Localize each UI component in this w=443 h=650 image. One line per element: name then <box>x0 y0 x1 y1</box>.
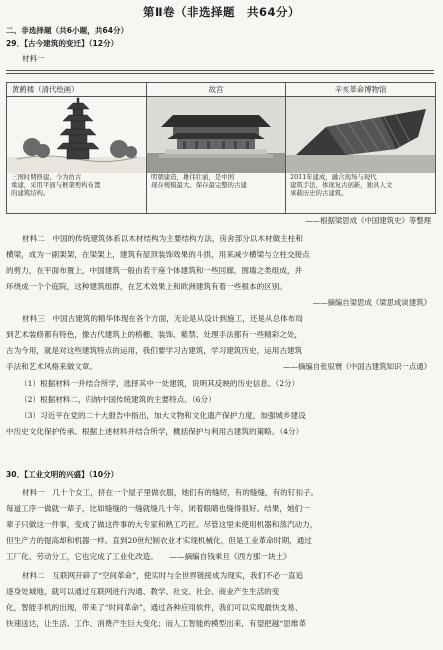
image-caption <box>147 173 285 189</box>
q30-material1-line: 但生产力的提高却和机器一样。直到20世纪制衣业才实现机械化，但是工业革命时期，通过 <box>6 536 312 545</box>
material2-line: 横梁，成为一副架架，在梁架上，建筑有屋顶装饰效果的斗拱，用来减少横梁与立柱交接点 <box>6 250 310 259</box>
q30-material2-line: 快速送达，让生活、工作、消费产生巨大变化；而人工智能的模型出来，有望把越“思维革 <box>6 619 307 628</box>
image-title: 故宫 <box>147 83 285 97</box>
q30-heading: 30．【工业文明的兴盛】（10分） <box>6 470 119 479</box>
material2-line: 材料二 中国的传统建筑体系以木材结构为主要结构方法，房舍部分以木材做主柱和 <box>22 234 303 243</box>
material3-source: ——摘编自张驭寰《中国古建筑知识一点通》 <box>283 362 431 371</box>
q29-heading: 29．【古今建筑的变迁】（12分） <box>6 39 119 48</box>
question-3: （3）习近平在党的二十大报告中指出，加大文物和文化遗产保护力度，加强城乡建设 <box>20 411 306 420</box>
q30-material1-line: 每道工序一做就一辈子，比如缝缝的一缝就缝几十年，闭着眼睛也缝得很好。结果，她们一 <box>6 504 310 513</box>
building-image-table <box>6 82 436 214</box>
revolution-museum-image <box>286 97 435 173</box>
q30-material2-line: 逐身处城地，就可以通过互联网进行沟通、教学、社交、社会、商业产生生活的变 <box>6 587 280 596</box>
caption-line: 2011年建成，融合现场与现代 <box>290 173 377 181</box>
q30-material1-line: 辈子只做这一件事，变成了做这件事的大专家和熟工巧匠。尽管这里未使用机器和蒸汽动力， <box>6 520 318 529</box>
material3-line: 手法和艺术风格来做文章。 <box>6 362 98 371</box>
palace-illustration <box>147 97 285 173</box>
image-title: 黄鹤楼（清代绘画） <box>7 83 146 97</box>
image-cell-forbidden-city <box>147 83 286 213</box>
caption-line: 三国时期修建，今为仿古 <box>11 173 82 181</box>
image-cell-yellow-crane-tower <box>7 83 147 213</box>
q30-material2-line: 化，智能手机的出现，带来了“时间革命”，通过各种应用软件，我们可以实现最快支易、 <box>6 603 303 612</box>
material1-source: ——根据梁思成《中国建筑史》等整理 <box>305 216 431 225</box>
section-heading: 二、非选择题（共6小题，共64分） <box>6 26 129 35</box>
q30-material1-line: 材料一 几十个女工，挤在一个屋子里做衣服，她们有的缝纫，有的缝缝，有的钉扣子。 <box>22 488 319 497</box>
image-title: 辛亥革命博物馆 <box>286 83 435 97</box>
pagoda-illustration <box>7 97 146 173</box>
material2-line: 的剪力，在平面布置上，中国建筑一般由若干座个体建筑和一些回廊，围墙之类组成，并 <box>6 266 303 275</box>
caption-line: 的建筑结构。 <box>11 189 50 197</box>
material3-line: 材料三 中国古建筑的精华体现在各个方面，无论是从设计到施工，还是从总体布局 <box>22 314 303 323</box>
rule-top <box>6 70 434 71</box>
caption-line: 建筑手法，体现复古创新，独具人文 <box>290 181 393 189</box>
image-caption <box>286 173 435 197</box>
question-3-cont: 中历史文化保护传承。根据上述材料并结合所学，概括保护与利用古建筑的策略。（4分） <box>6 427 304 436</box>
material3-line: 古为今用，就是对这些建筑特点的运用，我们要学习古建筑，学习建筑历史，运用古建筑 <box>6 346 303 355</box>
material2-line: 环绕成一个个庭院，这种建筑组群，在艺术效果上和欧洲建筑有着一些根本的区别。 <box>6 282 287 291</box>
caption-line: 重建，采用平面与框架剪构布置 <box>11 181 101 189</box>
q30-material2-line: 材料二 互联网开辟了“空间革命”，使实时与全世界链接成为现实，我们不必一直追 <box>22 571 304 580</box>
q29-material1-label: 材料一 <box>22 54 45 63</box>
page-title: 第Ⅱ卷（非选择题 共64分） <box>142 5 301 19</box>
museum-illustration <box>286 97 435 173</box>
caption-line: 现存规模最大、保存最完整的古建 <box>151 181 247 189</box>
material2-source: ——摘编自梁思成《梁思成谈建筑》 <box>312 298 431 307</box>
q30-material1-line: 工厂化、劳动分工，它也完成了工业化改造。 ——摘编自钱乘旦《西方那一块土》 <box>6 552 291 561</box>
caption-line: 承载历史的古建筑。 <box>290 189 348 197</box>
rule-top-2 <box>6 73 434 74</box>
image-cell-revolution-museum <box>286 83 435 213</box>
yellow-crane-tower-image <box>7 97 146 173</box>
question-2: （2）根据材料二，归纳中国传统建筑的主要特点。（6分） <box>20 395 216 404</box>
question-1: （1）根据材料一并结合所学，选择其中一处建筑，说明其反映的历史信息。（2分） <box>20 379 300 388</box>
forbidden-city-image <box>147 97 285 173</box>
image-caption <box>7 173 146 197</box>
caption-line: 明朝建造，雄伟壮丽，是中国 <box>151 173 235 181</box>
material3-line: 到艺术装修都有特色，像古代建筑上的格栅、装饰、紫禁、处理手法都有一些精彩之处， <box>6 330 303 339</box>
